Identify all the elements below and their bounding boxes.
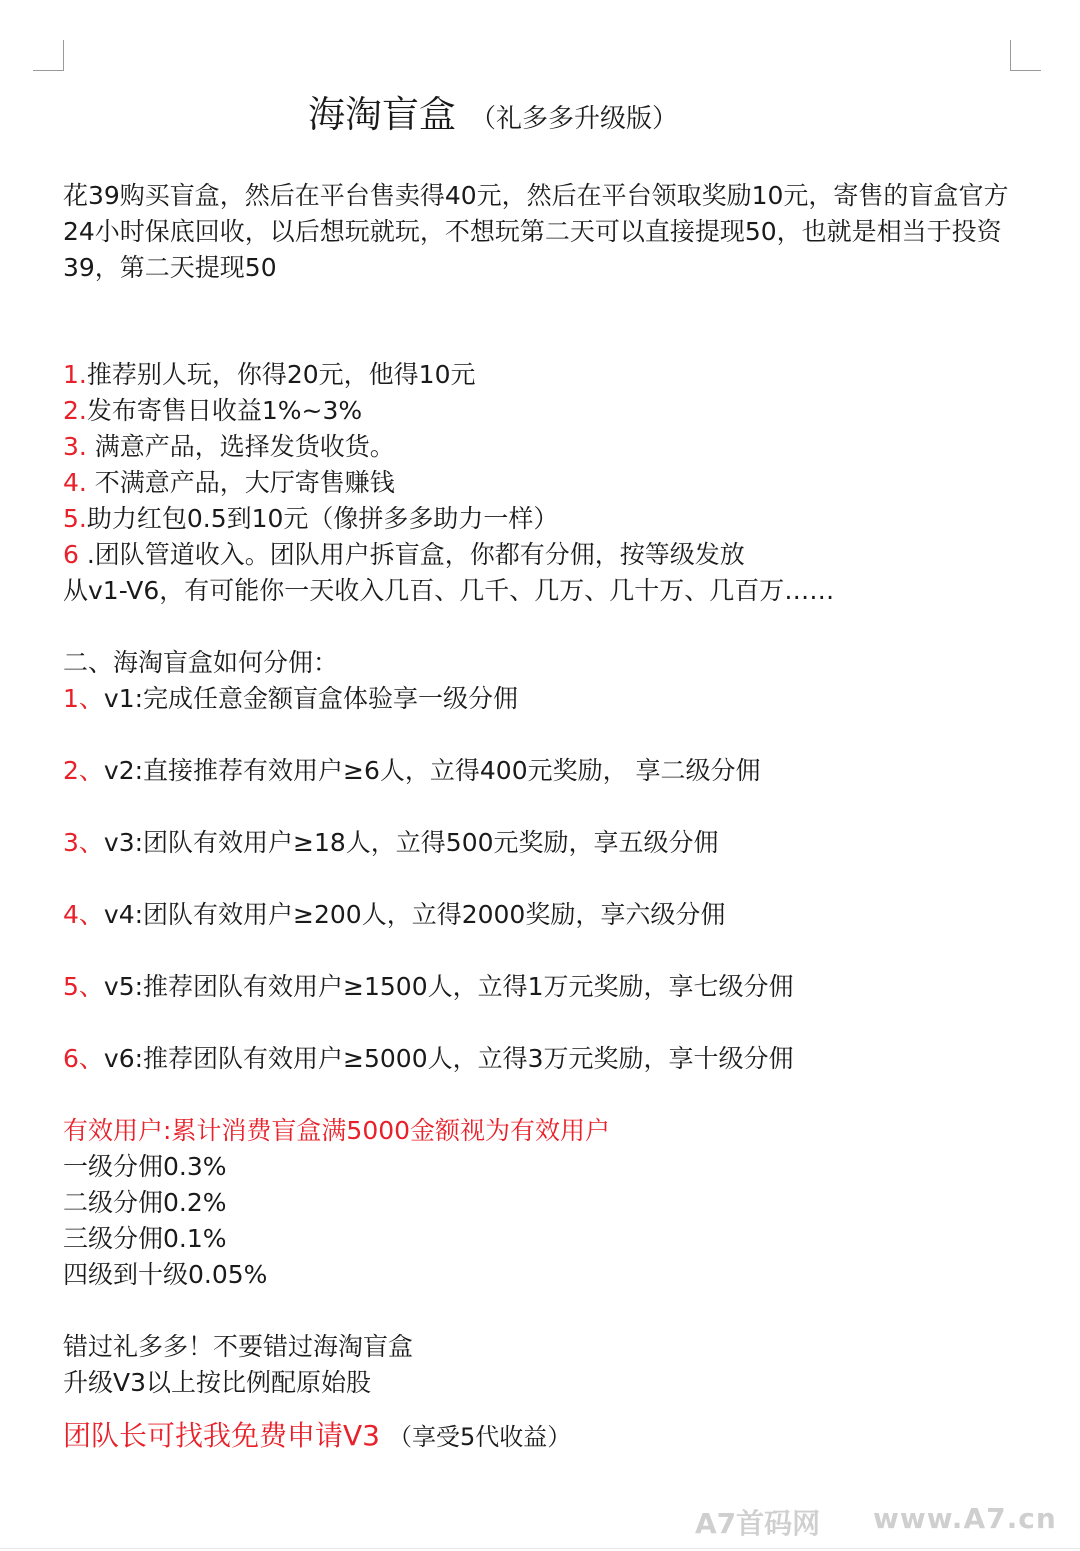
bottom-divider: [0, 1548, 1080, 1549]
closing-line: 升级V3以上按比例配原始股: [63, 1368, 372, 1397]
feature-continuation: 从v1-V6，有可能你一天收入几百、几千、几万、几十万、几百万……: [63, 576, 835, 605]
intro-paragraph: 花39购买盲盒，然后在平台售卖得40元，然后在平台领取奖励10元，寄售的盲盒官方24小时保底回收，以后想玩就玩，不想玩第二天可以直接提现50，也就是相当于投资39，第二天提现50: [63, 181, 1009, 282]
section-heading: 二、海淘盲盒如何分佣：: [63, 648, 339, 677]
valid-user-note: 有效用户:累计消费盲盒满5000金额视为有效用户: [63, 1116, 611, 1145]
feature-item: 1.推荐别人玩，你得20元，他得10元: [63, 360, 476, 389]
feature-item: 3. 满意产品，选择发货收货。: [63, 432, 395, 461]
feature-item: 6 .团队管道收入。团队用户拆盲盒，你都有分佣，按等级发放: [63, 540, 745, 569]
commission-rate: 二级分佣0.2%: [63, 1188, 227, 1217]
watermark-logo-text: A7首码网: [695, 1507, 821, 1540]
commission-rate: 一级分佣0.3%: [63, 1152, 227, 1181]
closing-line: 错过礼多多！不要错过海淘盲盒: [63, 1332, 414, 1361]
watermark-url: www.A7.cn: [873, 1502, 1057, 1535]
document-title: [308, 84, 678, 138]
level-item: 6、v6:推荐团队有效用户≥5000人，立得3万元奖励，享十级分佣: [63, 1044, 794, 1073]
feature-item: 2.发布寄售日收益1%~3%: [63, 396, 363, 425]
page-corner-mark-top-right: [1010, 40, 1041, 71]
title-main: 海淘盲盒: [308, 93, 456, 136]
commission-rate: 四级到十级0.05%: [63, 1260, 268, 1289]
title-subtitle: （礼多多升级版）: [470, 104, 679, 134]
level-item: 1、v1:完成任意金额盲盒体验享一级分佣: [63, 684, 519, 713]
feature-item: 4. 不满意产品，大厅寄售赚钱: [63, 468, 395, 497]
level-item: 2、v2:直接推荐有效用户≥6人，立得400元奖励， 享二级分佣: [63, 756, 761, 785]
cta-sub: （享受5代收益）: [387, 1423, 572, 1451]
level-item: 4、v4:团队有效用户≥200人，立得2000奖励，享六级分佣: [63, 900, 726, 929]
page-corner-mark-top-left: [33, 40, 64, 71]
level-item: 5、v5:推荐团队有效用户≥1500人，立得1万元奖励，享七级分佣: [63, 972, 794, 1001]
cta-main: 团队长可找我免费申请V3: [63, 1419, 380, 1452]
call-to-action: [63, 1418, 571, 1455]
feature-item: 5.助力红包0.5到10元（像拼多多助力一样）: [63, 504, 559, 533]
commission-rate: 三级分佣0.1%: [63, 1224, 227, 1253]
level-item: 3、v3:团队有效用户≥18人，立得500元奖励，享五级分佣: [63, 828, 719, 857]
